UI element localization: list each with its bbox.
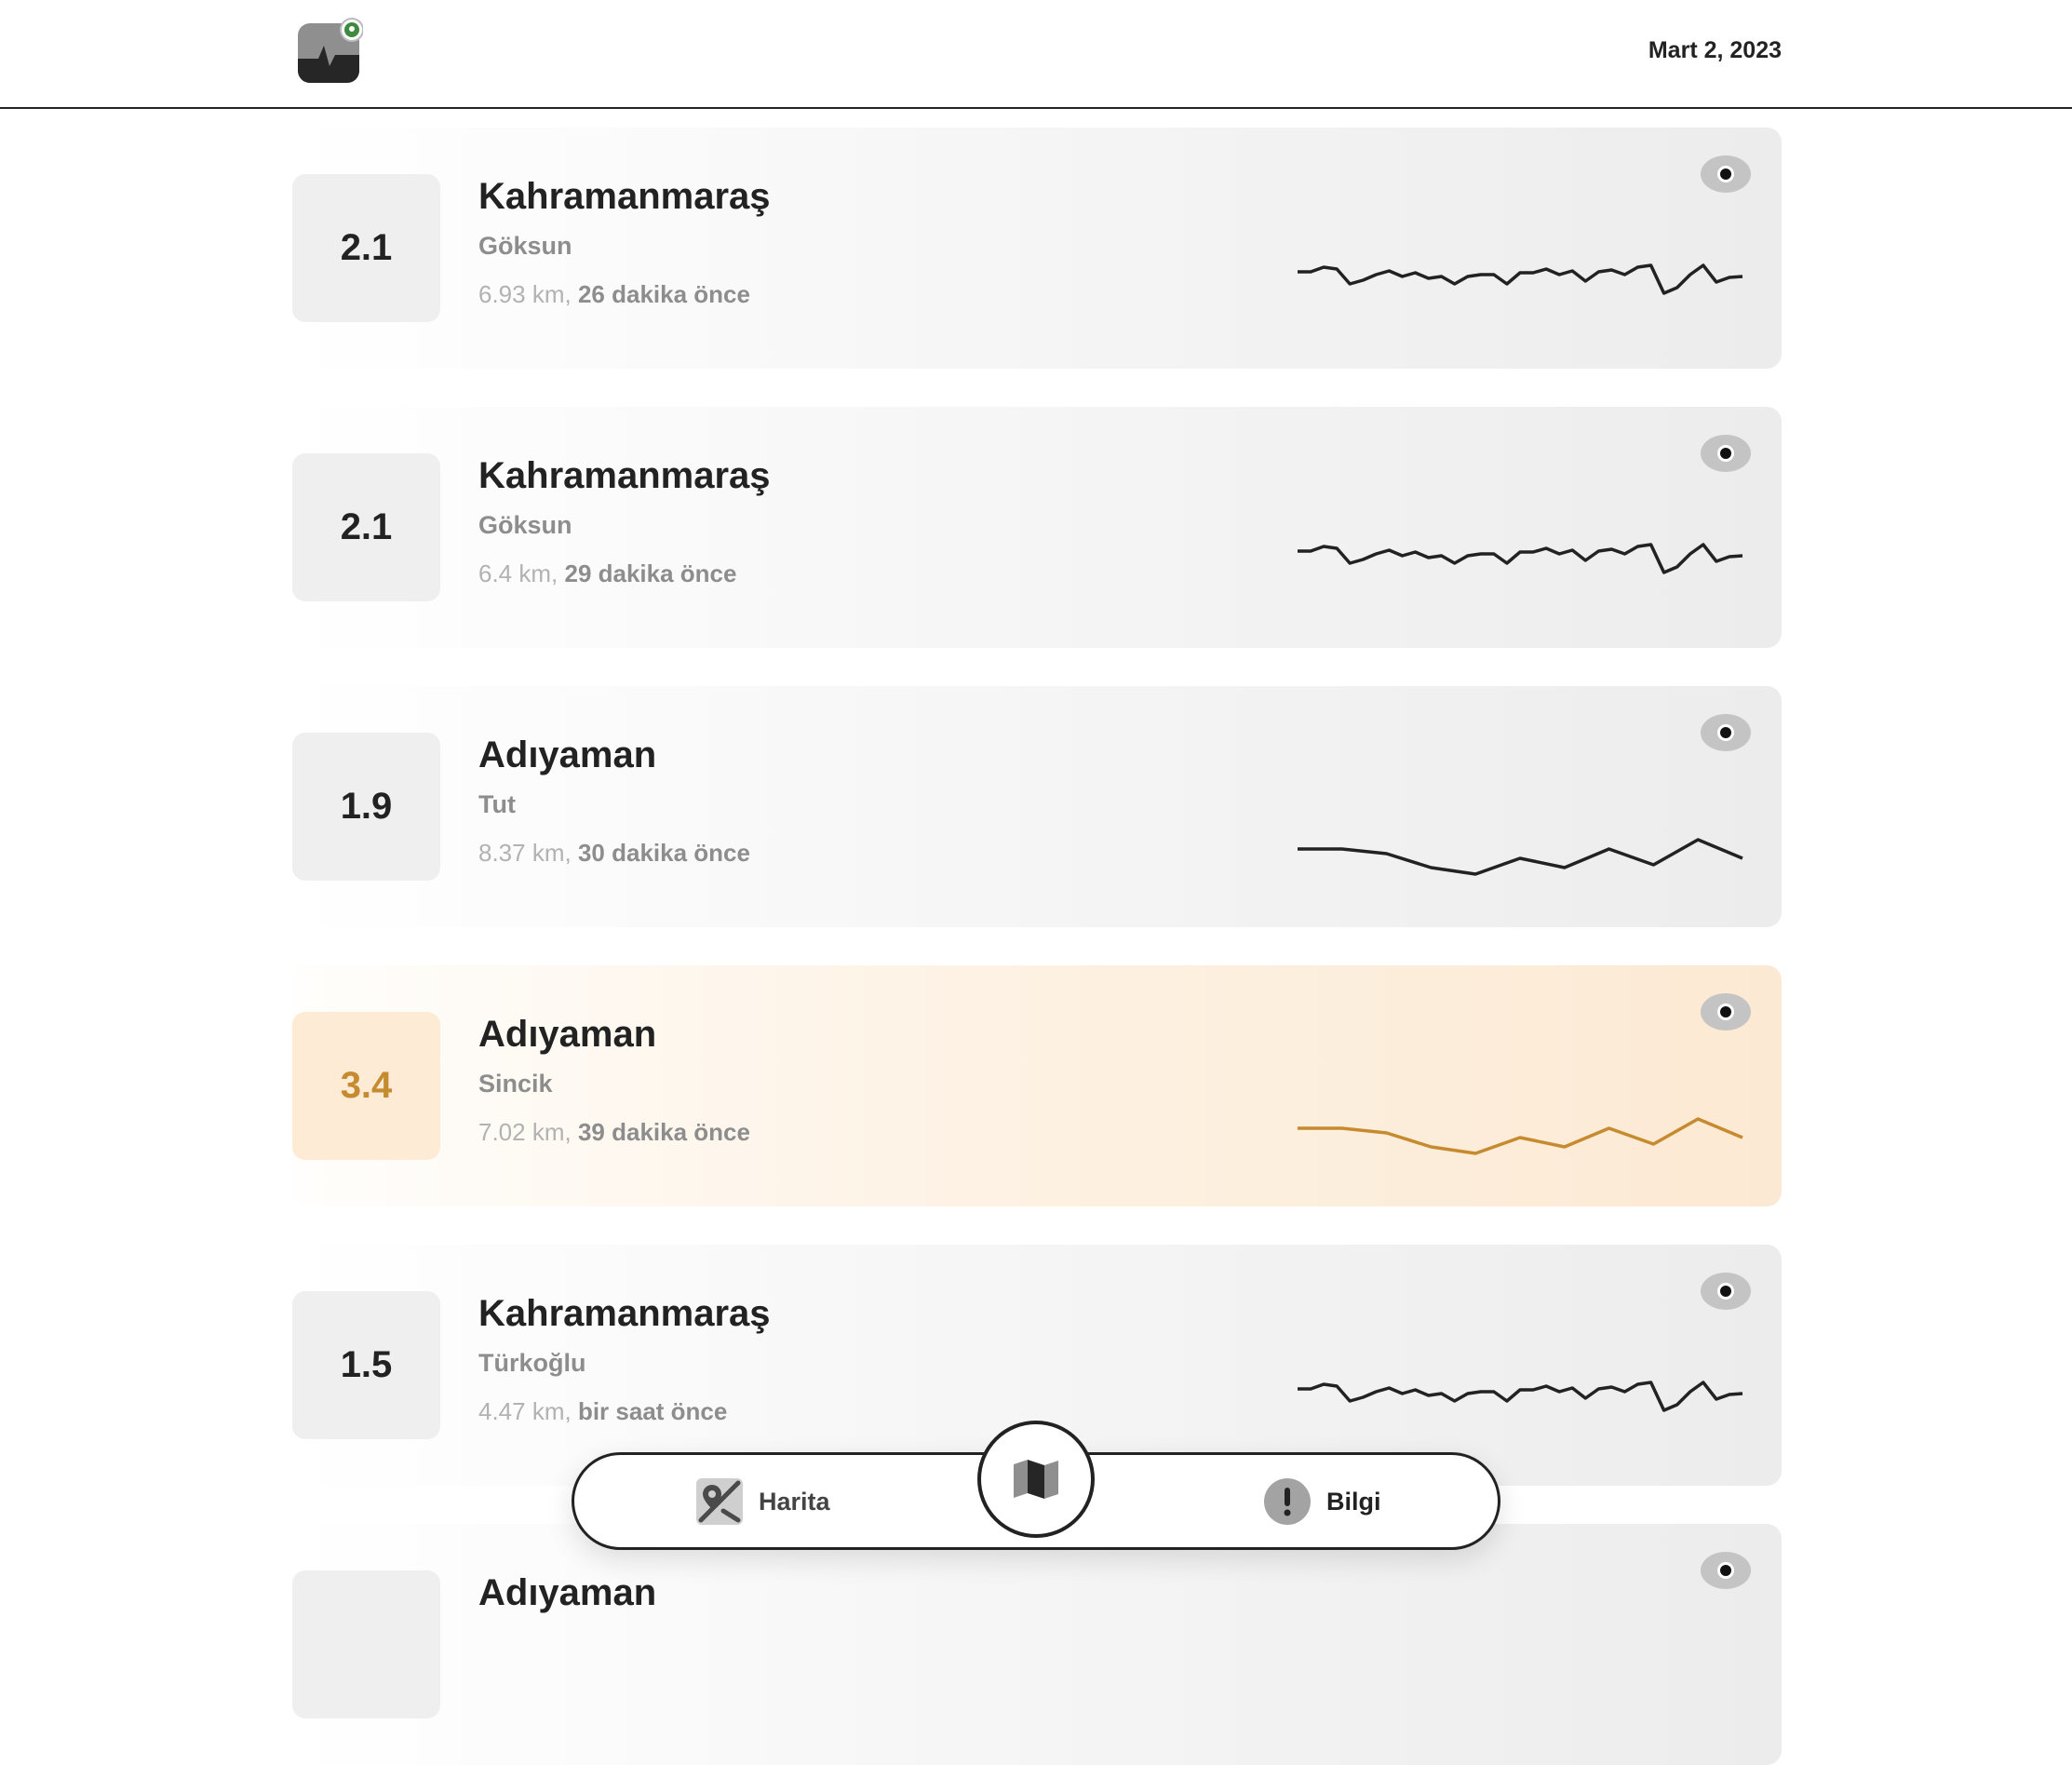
event-city: Adıyaman (478, 1572, 657, 1613)
event-distance: 6.93 km, (478, 280, 572, 308)
event-meta (478, 1397, 727, 1426)
event-meta (478, 839, 750, 868)
eye-icon[interactable] (1700, 991, 1752, 1032)
event-district: Tut (478, 790, 516, 818)
seismograph-sparkline (1298, 528, 1754, 621)
event-distance: 6.4 km, (478, 559, 558, 587)
event-card[interactable] (292, 407, 1782, 648)
sparkline-path (1298, 265, 1742, 293)
event-city: Kahramanmaraş (478, 176, 771, 217)
event-time-ago: 30 dakika önce (577, 839, 750, 867)
nav-info-label: Bilgi (1326, 1487, 1381, 1516)
eye-icon[interactable] (1700, 1550, 1752, 1591)
event-city: Kahramanmaraş (478, 455, 771, 496)
map-center-button[interactable] (977, 1421, 1095, 1538)
event-time-ago: 29 dakika önce (564, 559, 737, 587)
event-card[interactable] (292, 686, 1782, 927)
event-time-ago: bir saat önce (577, 1397, 728, 1425)
app-logo-icon[interactable] (296, 18, 363, 85)
seismograph-sparkline (1298, 1086, 1754, 1179)
magnitude-badge: 1.9 (292, 733, 440, 881)
seismograph-sparkline (1298, 807, 1754, 900)
nav-info-button[interactable] (1263, 1477, 1381, 1526)
folded-map-icon (1012, 1459, 1060, 1500)
info-exclamation-icon (1263, 1477, 1312, 1526)
event-meta (478, 559, 736, 588)
event-card[interactable] (292, 1524, 1782, 1765)
event-district: Sincik (478, 1070, 553, 1098)
event-distance: 4.47 km, (478, 1397, 572, 1425)
nav-map-label: Harita (759, 1487, 830, 1516)
app-header (0, 0, 2072, 109)
magnitude-badge: 1.5 (292, 1291, 440, 1439)
eye-icon[interactable] (1700, 712, 1752, 753)
magnitude-badge: 2.1 (292, 174, 440, 322)
event-meta (478, 1118, 750, 1147)
event-card[interactable] (292, 128, 1782, 369)
eye-icon[interactable] (1700, 1271, 1752, 1312)
magnitude-badge: 3.4 (292, 1012, 440, 1160)
sparkline-path (1298, 545, 1742, 573)
event-card-highlighted[interactable] (292, 965, 1782, 1206)
event-city: Kahramanmaraş (478, 1293, 771, 1334)
seismograph-sparkline (1298, 1366, 1754, 1459)
eye-icon[interactable] (1700, 433, 1752, 474)
event-distance: 8.37 km, (478, 839, 572, 867)
map-pin-icon (695, 1477, 744, 1526)
event-meta (478, 280, 750, 309)
sparkline-path (1298, 1382, 1742, 1410)
event-distance: 7.02 km, (478, 1118, 572, 1146)
event-time-ago: 39 dakika önce (577, 1118, 750, 1146)
nav-map-button[interactable] (695, 1477, 830, 1526)
magnitude-badge (292, 1570, 440, 1718)
event-district: Göksun (478, 511, 572, 539)
event-city: Adıyaman (478, 1014, 657, 1055)
eye-icon[interactable] (1700, 154, 1752, 195)
event-district: Türkoğlu (478, 1349, 586, 1377)
seismograph-sparkline (1298, 249, 1754, 342)
event-city: Adıyaman (478, 734, 657, 775)
magnitude-badge: 2.1 (292, 453, 440, 601)
sparkline-path (1298, 840, 1742, 874)
event-district: Göksun (478, 232, 572, 260)
sparkline-path (1298, 1119, 1742, 1153)
header-date: Mart 2, 2023 (1648, 37, 1782, 63)
event-time-ago: 26 dakika önce (577, 280, 750, 308)
